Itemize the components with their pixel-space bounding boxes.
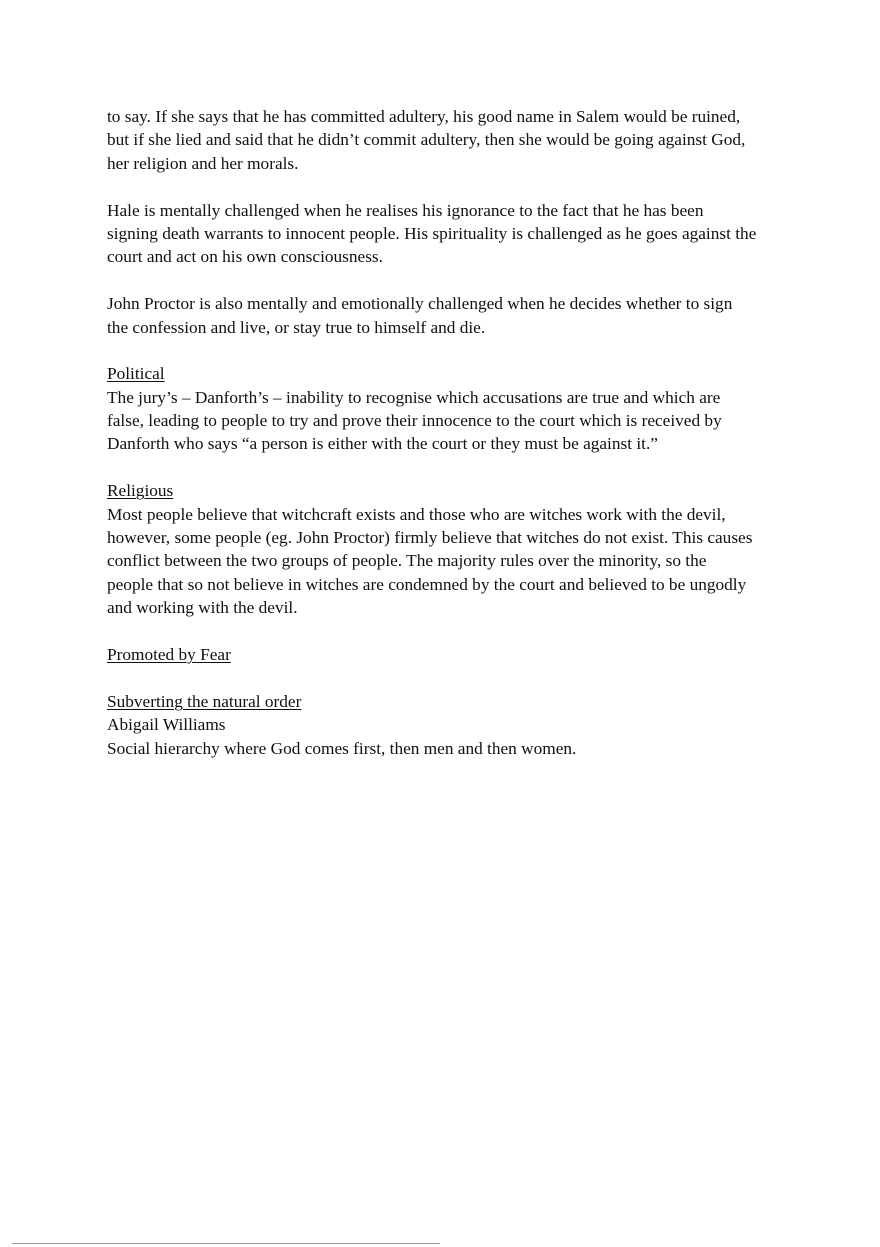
paragraph-spacer [107, 269, 787, 292]
section-heading-promoted-by-fear: Promoted by Fear [107, 644, 231, 664]
text-line: court and act on his own consciousness. [107, 247, 383, 267]
section-heading-political: Political [107, 364, 165, 384]
paragraph-proctor [107, 292, 787, 339]
text-line: Abigail Williams [107, 715, 226, 735]
paragraph-spacer [107, 620, 787, 643]
section-religious [107, 479, 787, 619]
text-line: false, leading to people to try and prove their innocence to the court which is received by [107, 411, 722, 431]
text-line: the confession and live, or stay true to himself and die. [107, 317, 486, 337]
text-line: conflict between the two groups of people. The majority rules over the minority, so the [107, 551, 707, 571]
paragraph-spacer [107, 666, 787, 689]
section-heading-subverting: Subverting the natural order [107, 691, 302, 711]
text-line: The jury’s – Danforth’s – inability to recognise which accusations are true and which are [107, 387, 721, 407]
section-heading-religious: Religious [107, 481, 174, 501]
section-subverting [107, 690, 787, 760]
text-line: but if she lied and said that he didn’t commit adultery, then she would be going against God, [107, 130, 746, 150]
text-line: Most people believe that witchcraft exists and those who are witches work with the devil, [107, 504, 726, 524]
text-line: Hale is mentally challenged when he realises his ignorance to the fact that he has been [107, 200, 704, 220]
section-political [107, 362, 787, 456]
paragraph-spacer [107, 456, 787, 479]
paragraph-spacer [107, 175, 787, 198]
text-line: however, some people (eg. John Proctor) firmly believe that witches do not exist. This causes [107, 528, 753, 548]
document-body [107, 105, 787, 760]
paragraph-spacer [107, 339, 787, 362]
footnote-separator [12, 1243, 440, 1244]
paragraph-adultery [107, 105, 787, 175]
text-line: her religion and her morals. [107, 153, 299, 173]
text-line: people that so not believe in witches are condemned by the court and believed to be ungodly [107, 574, 747, 594]
text-line: to say. If she says that he has committed adultery, his good name in Salem would be ruined, [107, 107, 741, 126]
paragraph-hale [107, 199, 787, 269]
text-line: Social hierarchy where God comes first, then men and then women. [107, 738, 577, 758]
text-line: Danforth who says “a person is either with the court or they must be against it.” [107, 434, 658, 454]
section-promoted-by-fear [107, 643, 787, 666]
text-line: signing death warrants to innocent people. His spirituality is challenged as he goes against the [107, 223, 757, 243]
text-line: and working with the devil. [107, 598, 298, 618]
text-line: John Proctor is also mentally and emotionally challenged when he decides whether to sign [107, 294, 733, 314]
